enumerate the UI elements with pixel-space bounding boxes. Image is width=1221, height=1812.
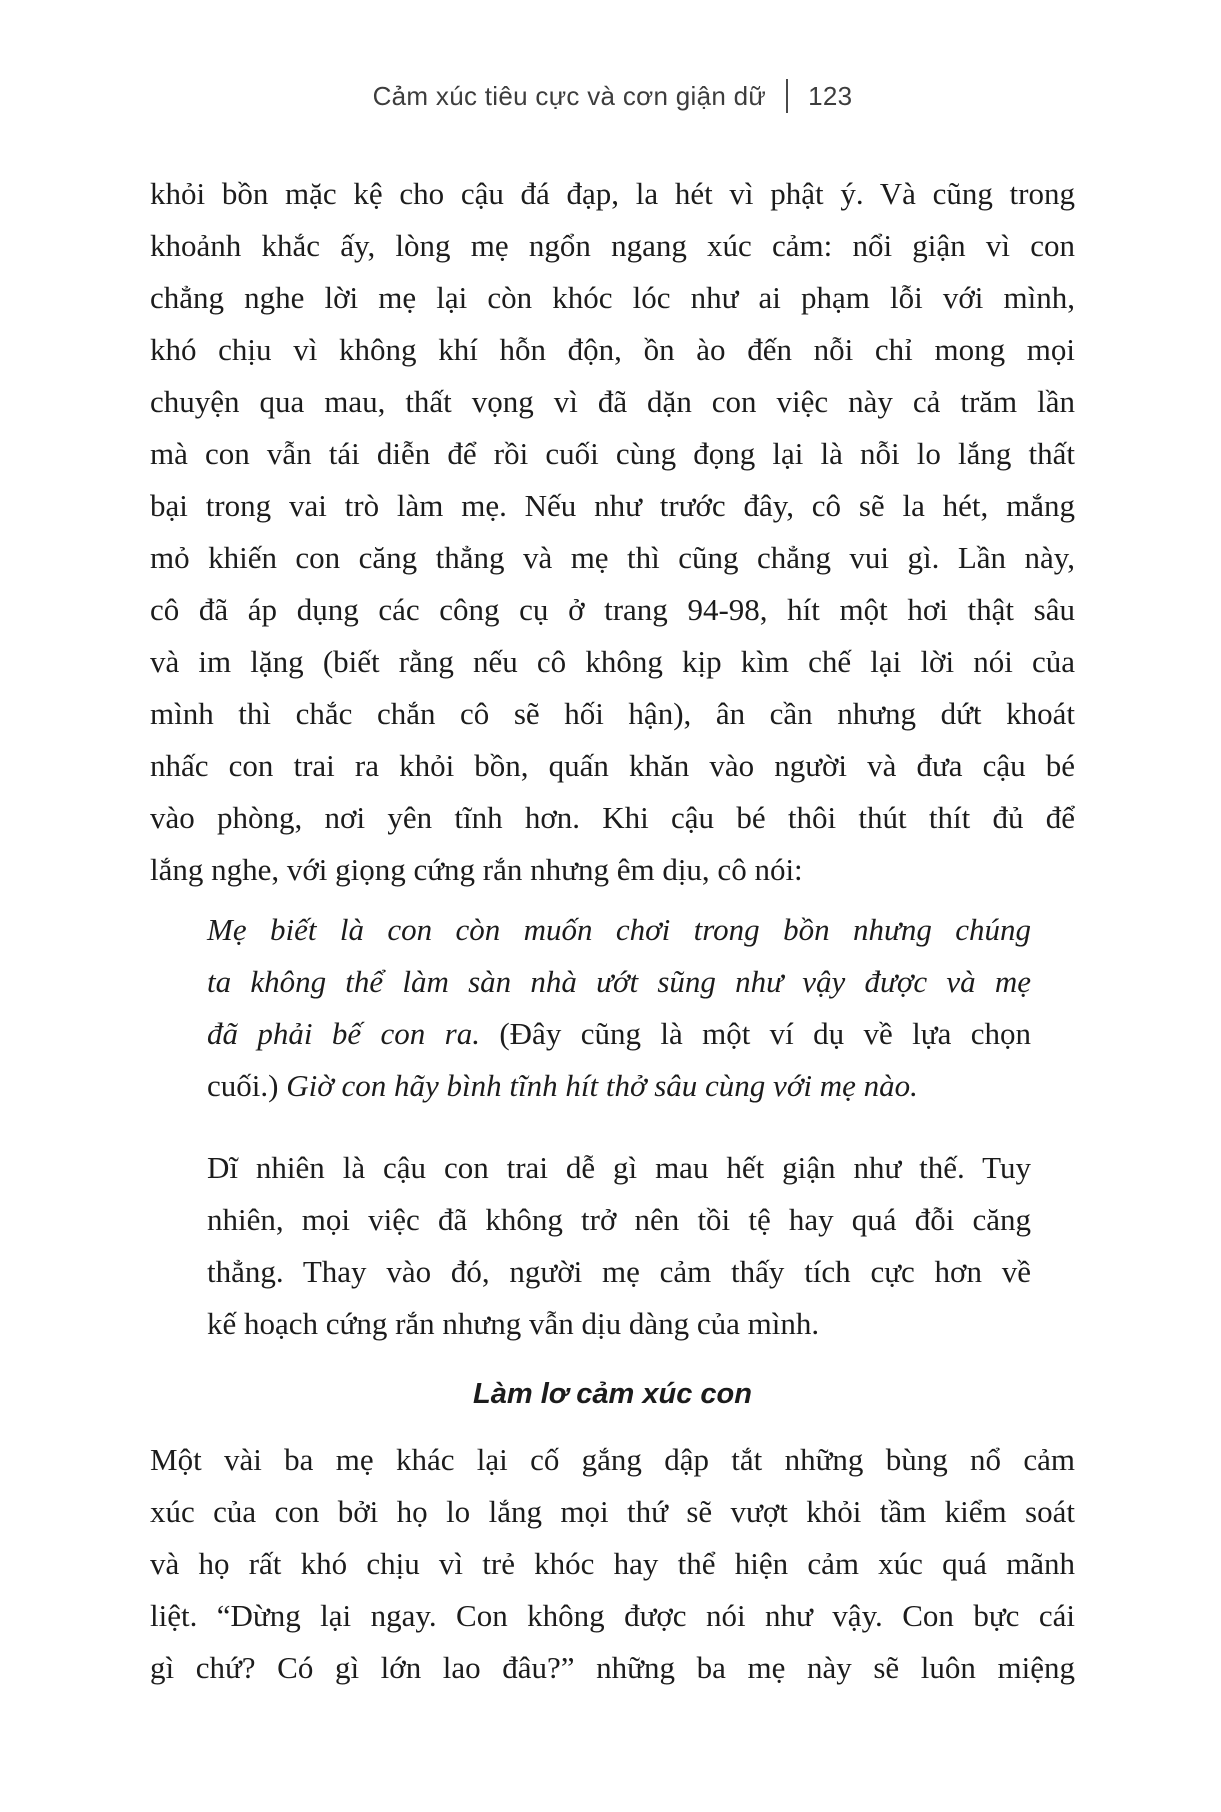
reflection-paragraph: [207, 1142, 1031, 1350]
paragraph-continuation: [150, 168, 1075, 896]
running-header-title: Cảm xúc tiêu cực và cơn giận dữ: [372, 80, 767, 111]
text-line: lắng nghe, với giọng cứng rắn nhưng êm dịu, cô nói:: [150, 852, 803, 887]
quote-segment-italic: Giờ con hãy bình tĩnh hít thở sâu cùng với mẹ nào.: [286, 1068, 918, 1103]
text-line: nhiên, mọi việc đã không trở nên tồi tệ hay quá đỗi căng: [207, 1202, 1031, 1237]
text-line: vào phòng, nơi yên tĩnh hơn. Khi cậu bé thôi thút thít đủ để: [150, 800, 1075, 835]
text-line: khoảnh khắc ấy, lòng mẹ ngổn ngang xúc cảm: nổi giận vì con: [150, 228, 1075, 263]
text-line: mỏ khiến con căng thẳng và mẹ thì cũng chẳng vui gì. Lần này,: [150, 540, 1075, 575]
text-line: mà con vẫn tái diễn để rồi cuối cùng đọng lại là nỗi lo lắng thất: [150, 436, 1075, 471]
text-line: gì chứ? Có gì lớn lao đâu?” những ba mẹ này sẽ luôn miệng: [150, 1650, 1075, 1685]
page-number: 123: [808, 80, 853, 111]
quote-segment-roman: cuối.): [207, 1068, 287, 1103]
text-line: thẳng. Thay vào đó, người mẹ cảm thấy tích cực hơn về: [207, 1254, 1031, 1289]
text-line: bại trong vai trò làm mẹ. Nếu như trước đây, cô sẽ la hét, mắng: [150, 488, 1075, 523]
text-line: chẳng nghe lời mẹ lại còn khóc lóc như ai phạm lỗi với mình,: [150, 280, 1075, 315]
quote-segment-italic: đã phải bế con ra.: [207, 1016, 500, 1051]
quote-line: ta không thể làm sàn nhà ướt sũng như vậy được và mẹ: [207, 964, 1031, 999]
paragraph-ignore-feelings: [150, 1434, 1075, 1694]
text-line: và im lặng (biết rằng nếu cô không kịp kìm chế lại lời nói của: [150, 644, 1075, 679]
text-line: khỏi bồn mặc kệ cho cậu đá đạp, la hét vì phật ý. Và cũng trong: [150, 176, 1075, 211]
block-quote: [207, 904, 1031, 1112]
quote-line: [207, 1008, 1031, 1060]
text-line: và họ rất khó chịu vì trẻ khóc hay thể hiện cảm xúc quá mãnh: [150, 1546, 1075, 1581]
text-line: khó chịu vì không khí hỗn độn, ồn ào đến nỗi chỉ mong mọi: [150, 332, 1075, 367]
text-line: kế hoạch cứng rắn nhưng vẫn dịu dàng của mình.: [207, 1306, 820, 1341]
text-line: cô đã áp dụng các công cụ ở trang 94-98, hít một hơi thật sâu: [150, 592, 1075, 627]
header-separator-line: [786, 79, 788, 113]
text-line: nhấc con trai ra khỏi bồn, quấn khăn vào người và đưa cậu bé: [150, 748, 1075, 783]
text-line: Dĩ nhiên là cậu con trai dễ gì mau hết giận như thế. Tuy: [207, 1150, 1031, 1185]
quote-line: [207, 1060, 1031, 1112]
text-line: mình thì chắc chắn cô sẽ hối hận), ân cần nhưng dứt khoát: [150, 696, 1075, 731]
section-heading: Làm lơ cảm xúc con: [473, 1378, 752, 1410]
quote-segment-roman: (Đây cũng là một ví dụ về lựa chọn: [499, 1016, 1031, 1051]
text-line: chuyện qua mau, thất vọng vì đã dặn con việc này cả trăm lần: [150, 384, 1075, 419]
running-header: [150, 78, 1075, 114]
text-line: xúc của con bởi họ lo lắng mọi thứ sẽ vượt khỏi tầm kiểm soát: [150, 1494, 1075, 1529]
text-line: liệt. “Dừng lại ngay. Con không được nói như vậy. Con bực cái: [150, 1598, 1075, 1633]
quote-line: Mẹ biết là con còn muốn chơi trong bồn nhưng chúng: [207, 912, 1031, 947]
text-line: Một vài ba mẹ khác lại cố gắng dập tắt những bùng nổ cảm: [150, 1442, 1075, 1477]
